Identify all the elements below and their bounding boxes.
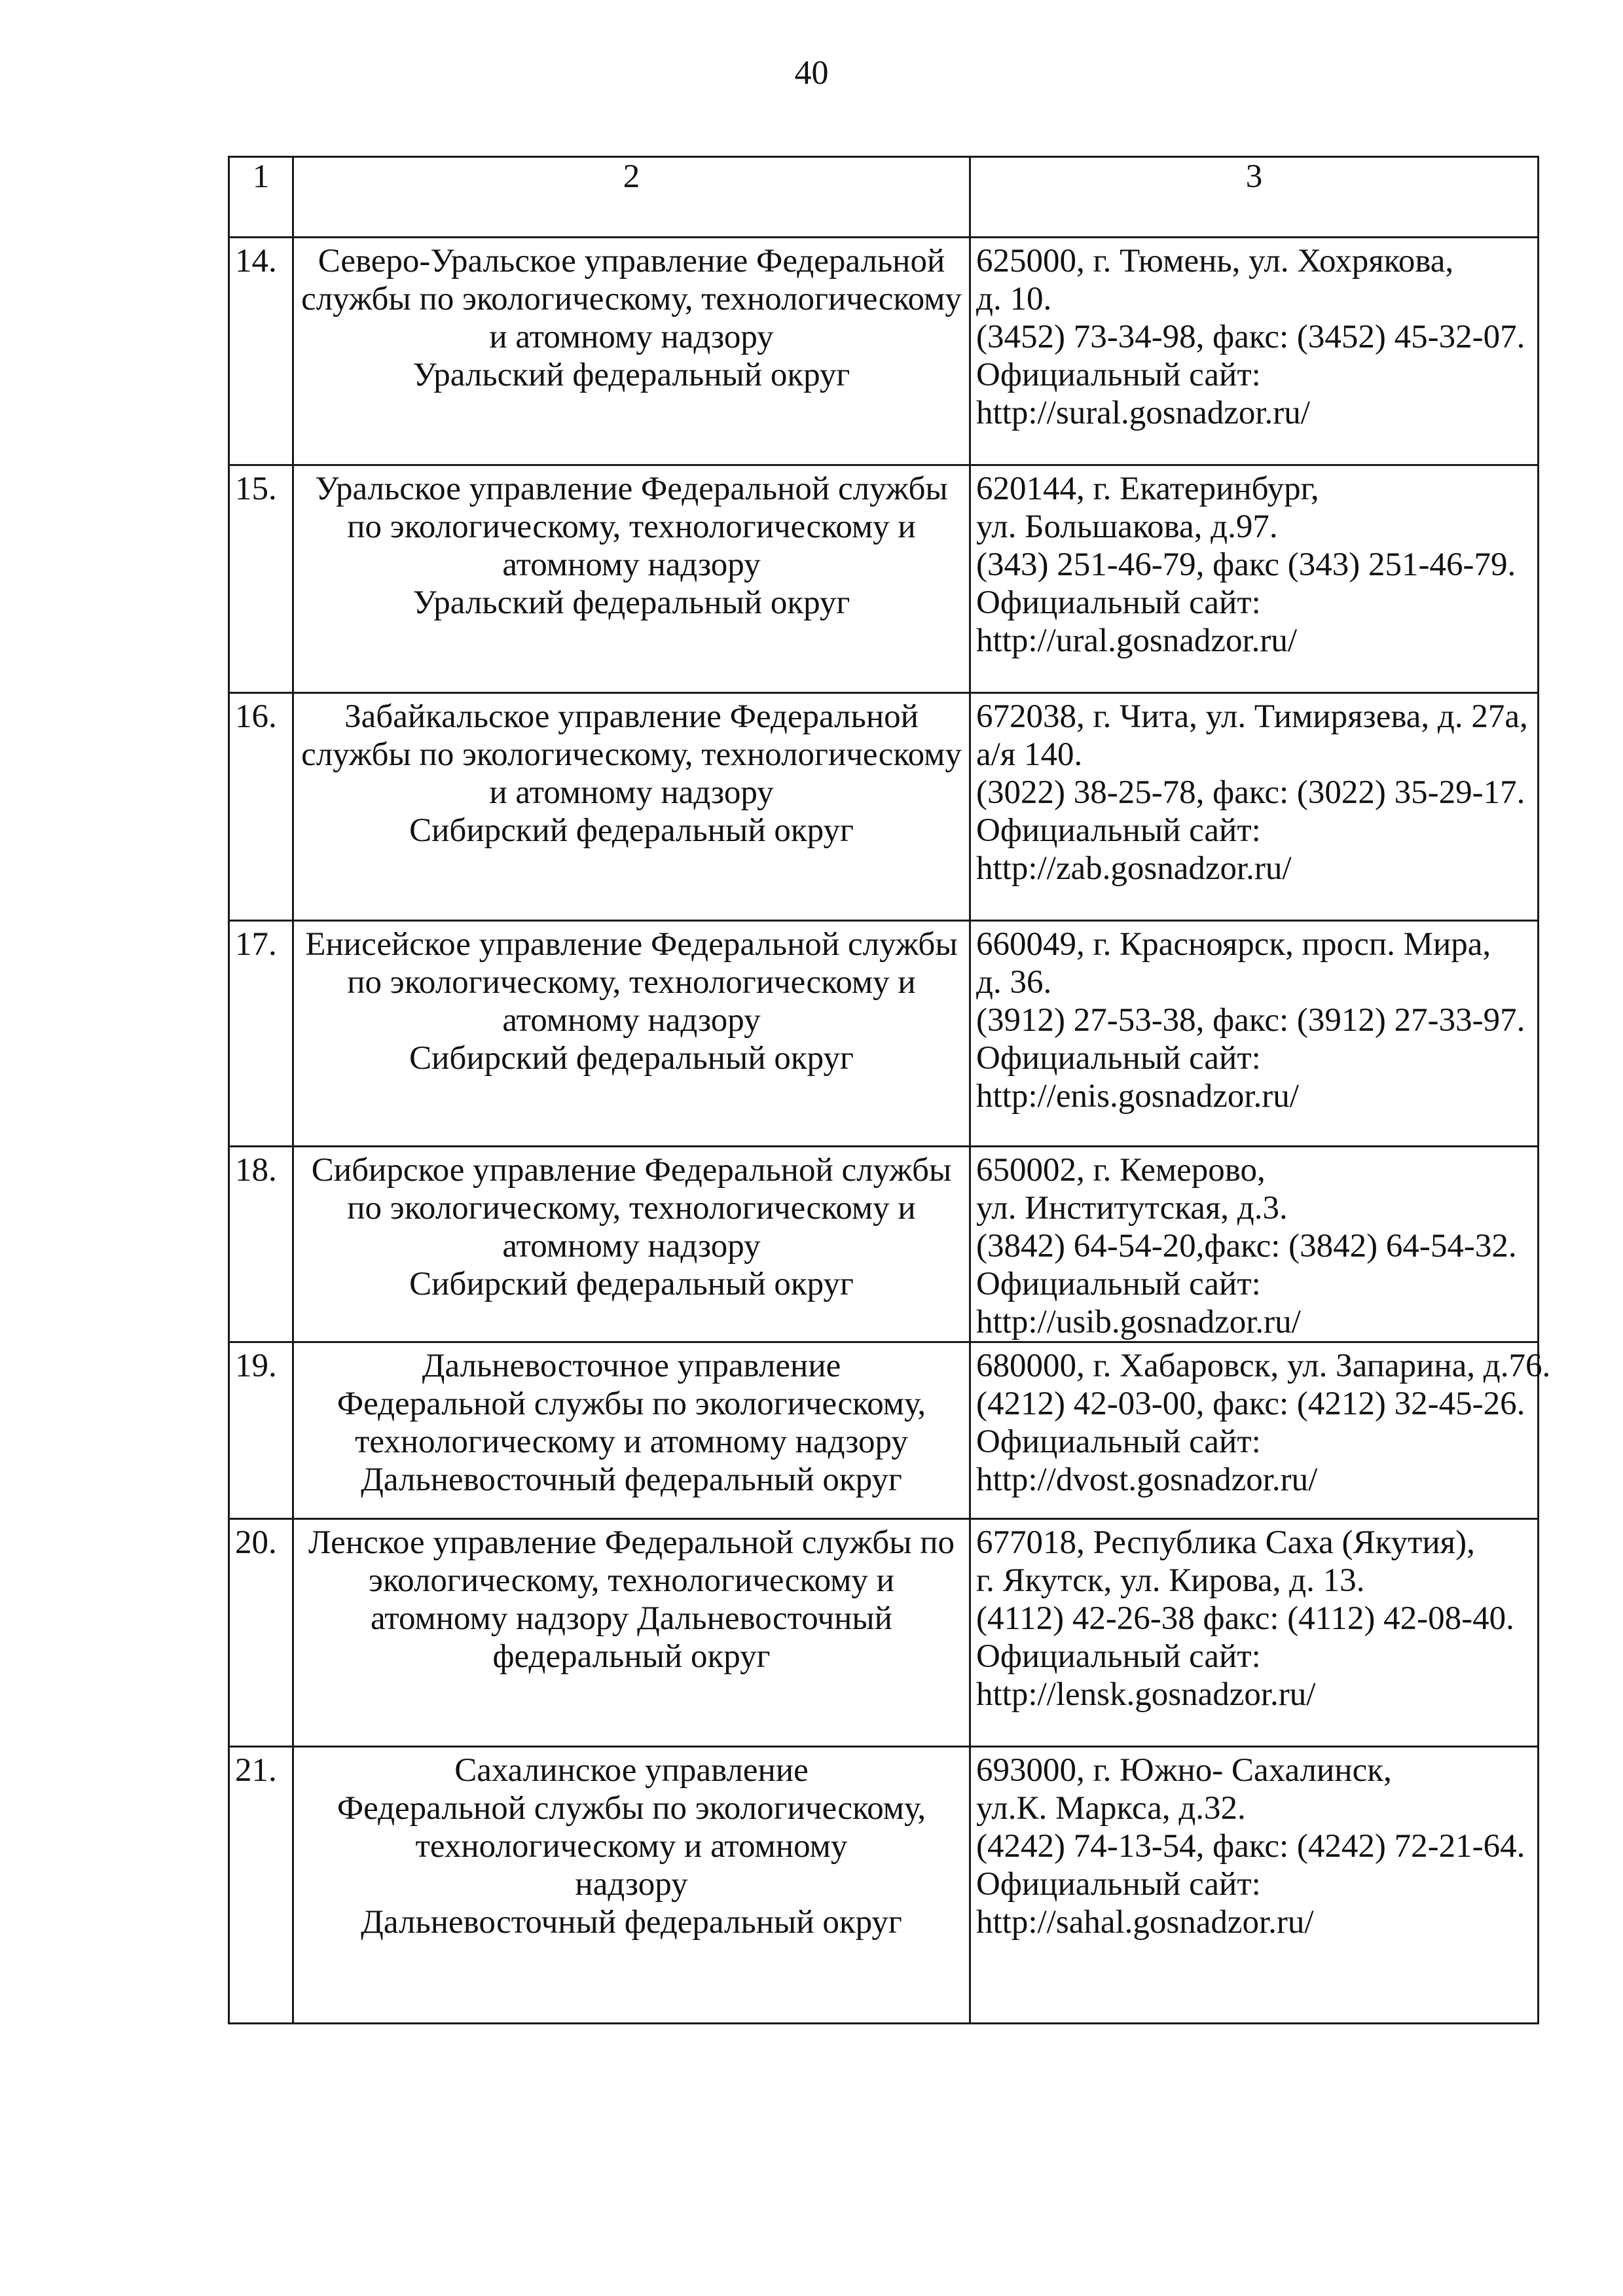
office-name-line: Енисейское управление Федеральной службы [305, 926, 958, 963]
contact-line: 693000, г. Южно- Сахалинск, [976, 1752, 1392, 1789]
contact-line: (3452) 73-34-98, факс: (3452) 45-32-07. [976, 319, 1525, 355]
contact-line: д. 36. [976, 964, 1052, 1001]
office-name-line: Уральское управление Федеральной службы [315, 471, 948, 507]
office-name-line: технологическому и атомному [415, 1828, 848, 1865]
office-name-line: Ленское управление Федеральной службы по [308, 1524, 955, 1561]
contact-line: а/я 140. [976, 736, 1083, 773]
official-site-link[interactable]: http://lensk.gosnadzor.ru/ [976, 1676, 1316, 1713]
contact-line: 677018, Республика Саха (Якутия), [976, 1524, 1475, 1561]
contact-line: Официальный сайт: [976, 812, 1261, 849]
office-name [293, 1147, 970, 1342]
contact-line: (343) 251-46-79, факс (343) 251-46-79. [976, 547, 1516, 583]
office-contacts [970, 921, 1539, 1147]
contact-line: (3912) 27-53-38, факс: (3912) 27-33-97. [976, 1002, 1525, 1039]
office-name-line: по экологическому, технологическому и [347, 1190, 916, 1227]
office-name-line: Уральский федеральный округ [412, 584, 850, 621]
office-name [293, 238, 970, 465]
office-name-line: атомному надзору [502, 1228, 761, 1265]
office-name-line: атомному надзору Дальневосточный [371, 1600, 892, 1637]
contact-line: 680000, г. Хабаровск, ул. Запарина, д.76. [976, 1348, 1551, 1384]
office-name-line: Сибирское управление Федеральной службы [311, 1152, 952, 1189]
office-name [293, 1519, 970, 1747]
row-number: 14. [229, 238, 293, 465]
office-name-line: службы по экологическому, технологическому [301, 736, 962, 773]
contact-line: Официальный сайт: [976, 1040, 1261, 1077]
office-name-line: технологическому и атомному надзору [355, 1424, 908, 1460]
contact-line: Официальный сайт: [976, 1866, 1261, 1903]
office-name [293, 465, 970, 693]
office-name-line: и атомному надзору [489, 774, 774, 811]
office-name [293, 921, 970, 1147]
office-name-line: Дальневосточный федеральный округ [361, 1462, 902, 1498]
office-contacts [970, 1519, 1539, 1747]
contact-line: ул. Институтская, д.3. [976, 1190, 1288, 1227]
official-site-link[interactable]: http://sahal.gosnadzor.ru/ [976, 1904, 1314, 1941]
table-row [229, 1519, 1539, 1747]
office-name-line: Сибирский федеральный округ [409, 1040, 854, 1077]
office-name-line: надзору [575, 1866, 688, 1903]
contact-line: (4212) 42-03-00, факс: (4212) 32-45-26. [976, 1386, 1525, 1422]
office-name-line: Дальневосточное управление [422, 1348, 841, 1384]
office-contacts [970, 1342, 1551, 1519]
office-name [293, 1747, 970, 2024]
office-name-line: Дальневосточный федеральный округ [361, 1904, 902, 1941]
offices-table [228, 156, 1551, 2024]
office-name-line: Северо-Уральское управление Федеральной [318, 243, 945, 279]
row-number: 18. [229, 1147, 293, 1342]
contact-line: д. 10. [976, 281, 1052, 317]
header-cell-name: 2 [293, 157, 970, 238]
contact-line: (4242) 74-13-54, факс: (4242) 72-21-64. [976, 1828, 1525, 1865]
office-contacts [970, 693, 1539, 921]
office-name [293, 1342, 970, 1519]
office-name-line: Уральский федеральный округ [412, 357, 850, 393]
office-contacts [970, 1147, 1539, 1342]
contact-line: Официальный сайт: [976, 1424, 1261, 1460]
table-row [229, 238, 1539, 465]
official-site-link[interactable]: http://enis.gosnadzor.ru/ [976, 1078, 1299, 1115]
contact-line: (4112) 42-26-38 факс: (4112) 42-08-40. [976, 1600, 1514, 1637]
table-row [229, 1147, 1539, 1342]
office-name-line: по экологическому, технологическому и [347, 509, 916, 545]
office-name-line: и атомному надзору [489, 319, 774, 355]
contact-line: Официальный сайт: [976, 357, 1261, 393]
office-name-line: Федеральной службы по экологическому, [337, 1386, 926, 1422]
contact-line: Официальный сайт: [976, 1638, 1261, 1675]
header-row [229, 157, 1539, 238]
office-name-line: Федеральной службы по экологическому, [337, 1790, 926, 1827]
table-row [229, 693, 1539, 921]
office-name-line: по экологическому, технологическому и [347, 964, 916, 1001]
office-name [293, 693, 970, 921]
office-contacts [970, 465, 1539, 693]
office-name-line: федеральный округ [492, 1638, 771, 1675]
contact-line: ул.К. Маркса, д.32. [976, 1790, 1246, 1827]
row-number: 19. [229, 1342, 293, 1519]
official-site-link[interactable]: http://zab.gosnadzor.ru/ [976, 850, 1292, 887]
header-cell-number: 1 [229, 157, 293, 238]
contact-line: 650002, г. Кемерово, [976, 1152, 1266, 1189]
table-row [229, 1342, 1539, 1519]
contact-line: г. Якутск, ул. Кирова, д. 13. [976, 1562, 1365, 1599]
office-name-line: экологическому, технологическому и [369, 1562, 894, 1599]
office-name-line: Забайкальское управление Федеральной [344, 698, 919, 735]
row-number: 21. [229, 1747, 293, 2024]
header-cell-address: 3 [970, 157, 1539, 238]
official-site-link[interactable]: http://usib.gosnadzor.ru/ [976, 1304, 1301, 1340]
table-row [229, 1747, 1539, 2024]
contact-line: 672038, г. Чита, ул. Тимирязева, д. 27а, [976, 698, 1528, 735]
contact-line: 625000, г. Тюмень, ул. Хохрякова, [976, 243, 1454, 279]
contact-line: (3842) 64-54-20,факс: (3842) 64-54-32. [976, 1228, 1517, 1265]
row-number: 20. [229, 1519, 293, 1747]
contact-line: 620144, г. Екатеринбург, [976, 471, 1319, 507]
office-name-line: Сахалинское управление [454, 1752, 809, 1789]
office-contacts [970, 1747, 1539, 2024]
official-site-link[interactable]: http://dvost.gosnadzor.ru/ [976, 1462, 1318, 1498]
office-name-line: атомному надзору [502, 547, 761, 583]
official-site-link[interactable]: http://ural.gosnadzor.ru/ [976, 622, 1298, 659]
table-row [229, 465, 1539, 693]
table-body [229, 157, 1551, 2024]
official-site-link[interactable]: http://sural.gosnadzor.ru/ [976, 395, 1310, 431]
office-contacts [970, 238, 1539, 465]
office-name-line: службы по экологическому, технологическому [301, 281, 962, 317]
row-number: 15. [229, 465, 293, 693]
contact-line: ул. Большакова, д.97. [976, 509, 1278, 545]
page-number: 40 [794, 54, 829, 92]
contact-line: (3022) 38-25-78, факс: (3022) 35-29-17. [976, 774, 1525, 811]
office-name-line: атомному надзору [502, 1002, 761, 1039]
contact-line: 660049, г. Красноярск, просп. Мира, [976, 926, 1491, 963]
office-name-line: Сибирский федеральный округ [409, 1266, 854, 1302]
row-number: 16. [229, 693, 293, 921]
contact-line: Официальный сайт: [976, 1266, 1261, 1302]
row-number: 17. [229, 921, 293, 1147]
office-name-line: Сибирский федеральный округ [409, 812, 854, 849]
table-row [229, 921, 1539, 1147]
contact-line: Официальный сайт: [976, 584, 1261, 621]
